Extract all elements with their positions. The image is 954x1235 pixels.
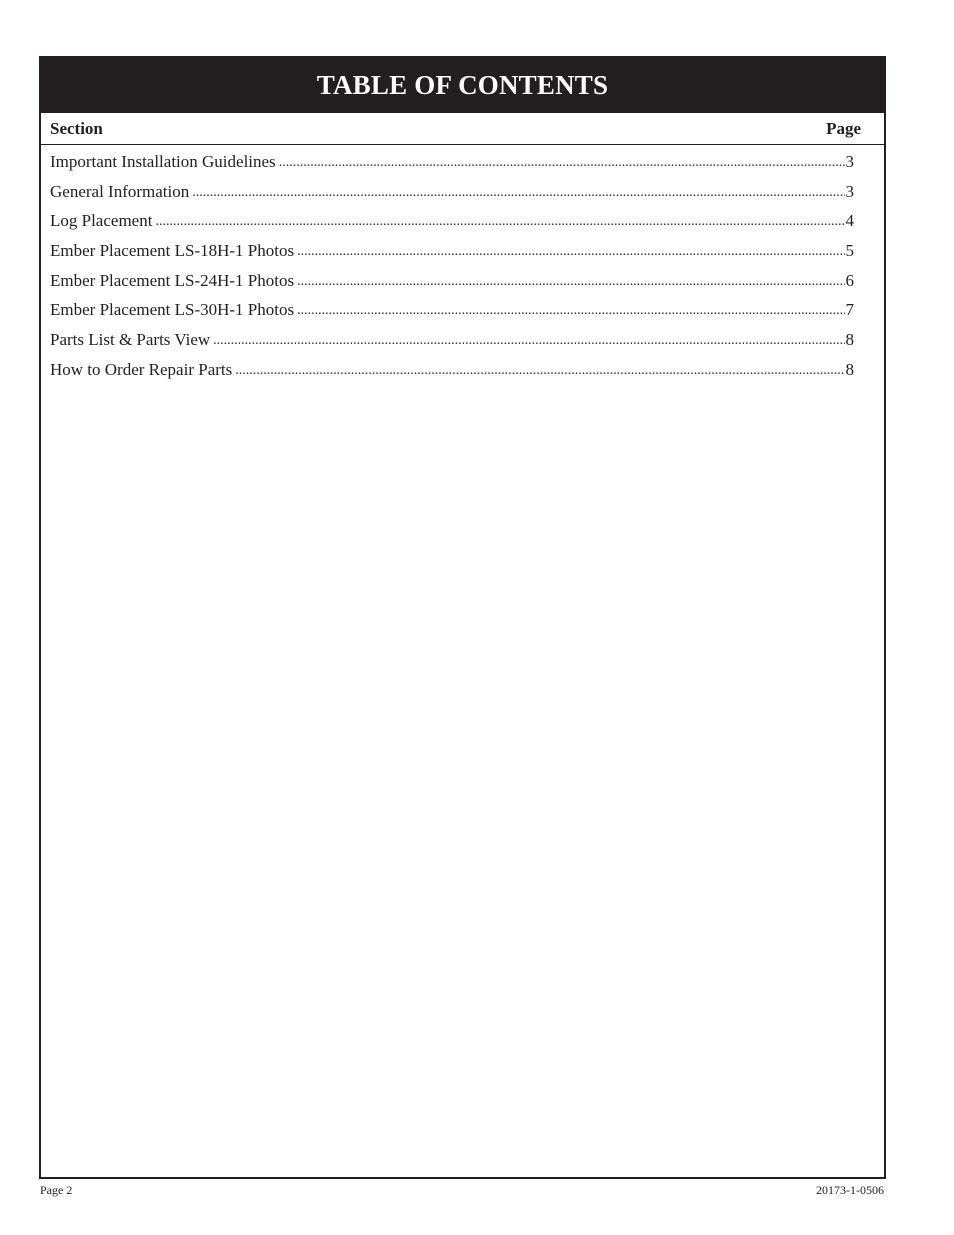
toc-entry-important-installation-guidelines[interactable] bbox=[50, 152, 854, 182]
toc-entry-parts-list[interactable] bbox=[50, 330, 854, 360]
dot-leader bbox=[235, 360, 844, 379]
toc-entry-title: How to Order Repair Parts bbox=[50, 359, 233, 379]
footer-page-number: Page 2 bbox=[40, 1183, 73, 1197]
toc-entry-general-information[interactable] bbox=[50, 182, 854, 212]
toc-entry-ember-placement-ls-24h-1[interactable] bbox=[50, 271, 854, 301]
column-header-row bbox=[41, 113, 884, 145]
dot-leader bbox=[279, 152, 845, 171]
page-title: TABLE OF CONTENTS bbox=[316, 69, 609, 100]
toc-entry-page: 8 bbox=[845, 359, 854, 379]
table-of-contents-box bbox=[39, 56, 886, 1179]
toc-entry-title: Ember Placement LS-18H-1 Photos bbox=[50, 241, 295, 261]
toc-list bbox=[41, 145, 884, 390]
toc-entry-page: 4 bbox=[845, 211, 854, 231]
dot-leader bbox=[192, 182, 844, 201]
dot-leader bbox=[213, 330, 844, 349]
toc-entry-page: 6 bbox=[845, 270, 854, 290]
toc-entry-title: Parts List & Parts View bbox=[50, 330, 211, 350]
toc-entry-title: General Information bbox=[50, 181, 190, 201]
section-column-header: Section bbox=[50, 118, 103, 138]
toc-entry-title: Ember Placement LS-30H-1 Photos bbox=[50, 300, 295, 320]
toc-entry-page: 7 bbox=[845, 300, 854, 320]
toc-entry-title: Important Installation Guidelines bbox=[50, 152, 276, 171]
page-column-header: Page bbox=[826, 118, 861, 138]
toc-entry-log-placement[interactable] bbox=[50, 211, 854, 241]
toc-entry-page: 5 bbox=[845, 241, 854, 261]
toc-entry-ember-placement-ls-18h-1[interactable] bbox=[50, 241, 854, 271]
toc-entry-page: 3 bbox=[845, 152, 854, 171]
dot-leader bbox=[297, 271, 844, 290]
toc-entry-page: 3 bbox=[845, 181, 854, 201]
dot-leader bbox=[297, 300, 844, 319]
toc-entry-how-to-order-repair-parts[interactable] bbox=[50, 360, 854, 390]
dot-leader bbox=[297, 241, 844, 260]
footer-document-code: 20173-1-0506 bbox=[816, 1183, 884, 1197]
toc-entry-title: Ember Placement LS-24H-1 Photos bbox=[50, 270, 295, 290]
toc-entry-page: 8 bbox=[845, 330, 854, 350]
title-bar bbox=[41, 58, 884, 113]
toc-entry-ember-placement-ls-30h-1[interactable] bbox=[50, 300, 854, 330]
dot-leader bbox=[155, 211, 844, 230]
toc-entry-title: Log Placement bbox=[50, 211, 153, 231]
